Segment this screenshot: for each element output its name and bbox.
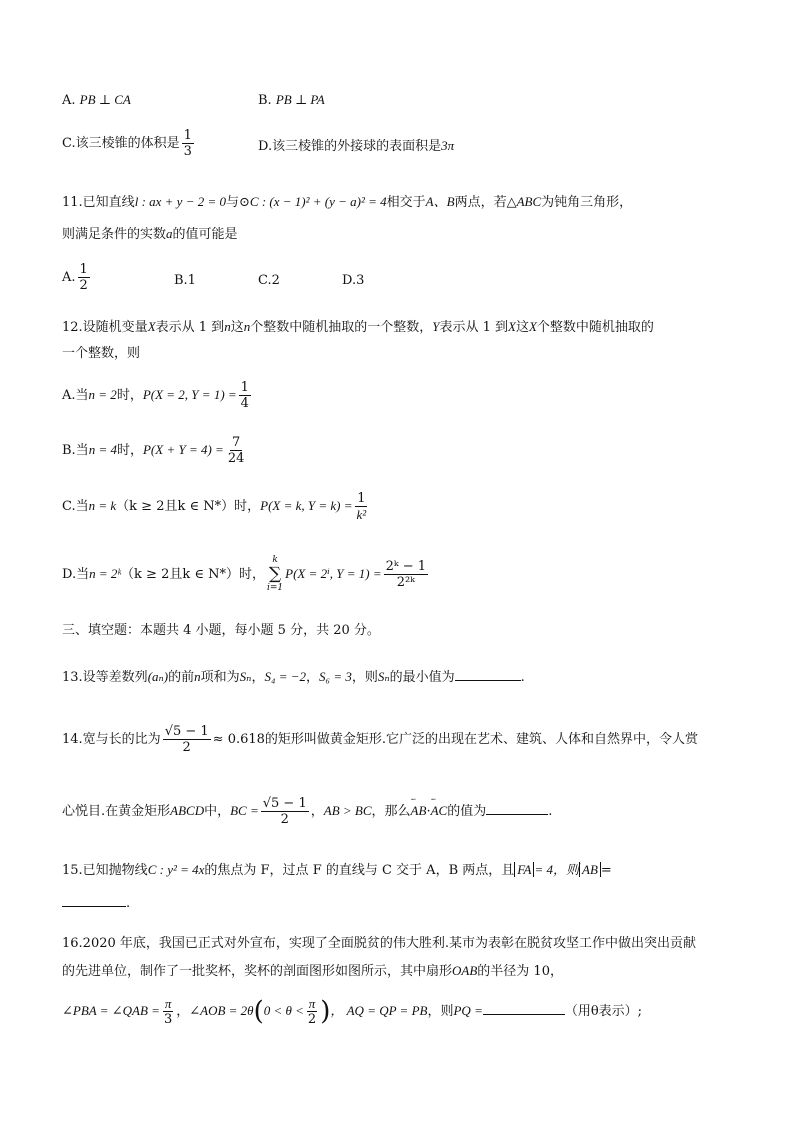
q12-option-b: B.当n = 4时，P(X + Y = 4) = $\frac{7}{24}$	[62, 435, 245, 466]
q16-stem-line3: ∠PBA = ∠QAB = $\frac{\pi}{3}$ ，∠AOB = 2θ(0 < θ < $\frac{\pi}{2}$ )， AQ = QP = PB，则PQ = （用θ表示）;	[62, 996, 643, 1027]
q14-stem-line1: 14.宽与长的比为 $\frac{√5 - 1}{2}$ ≈ 0.618的矩形叫做黄金矩形.它广泛的出现在艺术、建筑、人体和自然界中，令人赏	[62, 724, 699, 755]
q12-stem-line1: 12.设随机变量X表示从 1 到n这n个整数中随机抽取的一个整数，Y表示从 1 到X这X个整数中随机抽取的	[62, 319, 654, 335]
q11-stem-line2: 则满足条件的实数a的值可能是	[62, 226, 238, 242]
q16-answer-blank[interactable]	[483, 1000, 565, 1015]
q13-answer-blank[interactable]	[455, 666, 521, 681]
q11-option-d: D.3	[342, 273, 365, 288]
q10-option-d: D.该三棱锥的外接球的表面积是3π	[258, 138, 455, 154]
q11-option-c: C.2	[258, 273, 280, 288]
q12-stem-line2: 一个整数，则	[62, 346, 141, 361]
q10-option-a: A. PB ⊥ CA	[62, 92, 131, 108]
q12-option-a: A.当n = 2时，P(X = 2, Y = 1) = $\frac{1}{4}$	[62, 380, 249, 411]
q15-answer-line: .	[62, 892, 130, 915]
q14-answer-blank[interactable]	[486, 800, 548, 815]
q15-stem: 15.已知抛物线C : y² = 4x的焦点为 F，过点 F 的直线与 C 交于 A，B 两点，且 FA = 4，则 AB =	[62, 862, 612, 878]
q13-stem: 13.设等差数列(aₙ)的前n项和为Sₙ，S₄ = −2，S₆ = 3，则Sₙ的最小值为 .	[62, 666, 525, 689]
q14-stem-line2: 心悦目.在黄金矩形ABCD中，BC = $\frac{√5 - 1}{2}$ ，AB > BC，那么ᵕᵕᵕ AB·ᵕᵕᵕ AC的值为 .	[62, 796, 552, 827]
q16-stem-line2: 的先进单位，制作了一批奖杯，奖杯的剖面图形如图所示，其中扇形OAB的半径为 10，	[62, 963, 563, 979]
q12-option-c: C.当n = k（k ≥ 2且k ∈ N*）时，P(X = k, Y = k) = $\frac{1}{\text{k²}}$	[62, 491, 367, 522]
section-heading-fill-in: 三、填空题：本题共 4 小题，每小题 5 分，共 20 分。	[62, 623, 380, 638]
q16-stem-line1: 16.2020 年底，我国已正式对外宣布，实现了全面脱贫的伟大胜利.某市为表彰在脱贫攻坚工作中做出突出贡献	[62, 936, 697, 951]
q10-option-b: B. PB ⊥ PA	[258, 92, 325, 108]
q10-option-c: C.该三棱锥的体积是 $\frac{1}{3}$	[62, 128, 192, 159]
vector-ab: ᵕᵕᵕ AB	[411, 800, 427, 822]
summation-symbol: k ∑ i=1	[266, 555, 284, 593]
q11-option-b: B.1	[174, 273, 196, 288]
q12-option-d: D.当n = 2ᵏ（k ≥ 2且k ∈ N*）时， k ∑ i=1 P(X = 2ⁱ, Y = 1) = $\frac{\text{2ᵏ − 1}}{\text{2²ᵏ}}$	[62, 555, 427, 593]
q11-option-a: A. $\frac{1}{2}$	[62, 262, 88, 293]
q11-stem-line1: 11.已知直线l : ax + y − 2 = 0与⊙C : (x − 1)² + (y − a)² = 4相交于A、B两点，若△ABC为钝角三角形，	[62, 194, 633, 210]
vector-ac: ᵕᵕᵕ AC	[431, 800, 448, 822]
q15-answer-blank[interactable]	[62, 892, 126, 907]
